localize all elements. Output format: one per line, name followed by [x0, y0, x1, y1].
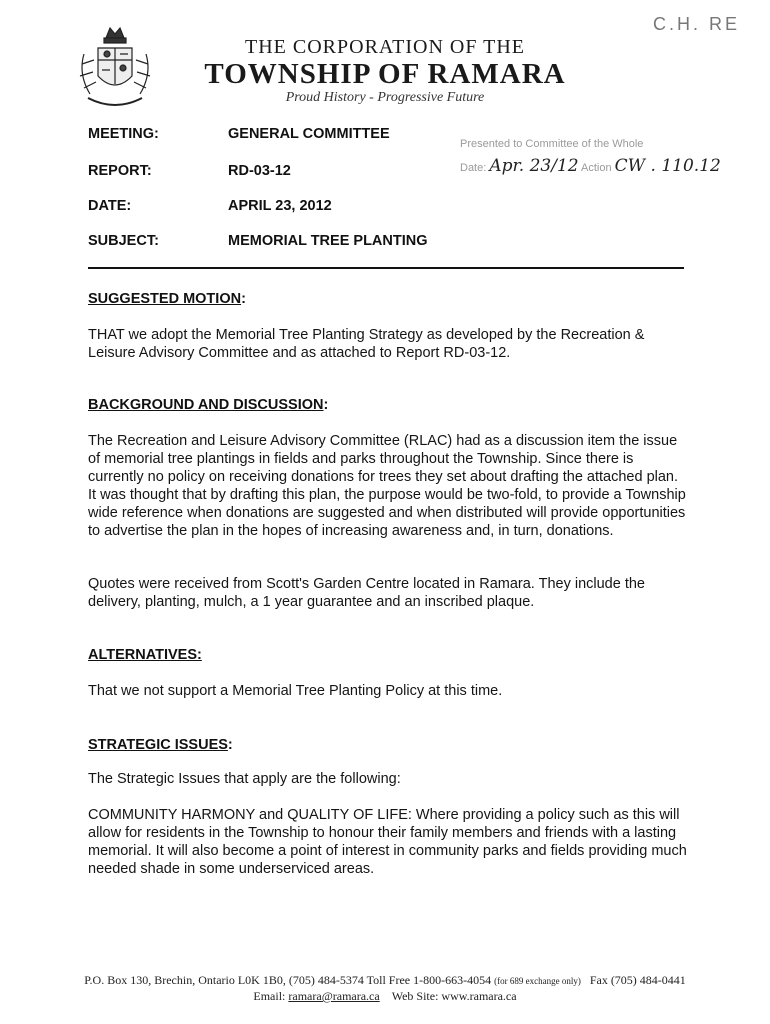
section-title-motion: SUGGESTED MOTION:	[88, 291, 246, 307]
township-tagline: Proud History - Progressive Future	[285, 90, 485, 105]
footer-address-line	[0, 973, 770, 988]
meeting-label: MEETING:	[88, 126, 159, 142]
alternatives-title-text: ALTERNATIVES:	[88, 647, 202, 663]
motion-body: THAT we adopt the Memorial Tree Planting Strategy as developed by the Recreation & Leisure Advisory Committee and as attached to Report RD-03-12.	[88, 327, 645, 361]
footer-web-label: Web Site:	[391, 989, 439, 1003]
report-value: RD-03-12	[228, 163, 291, 179]
strategic-paragraph-2: COMMUNITY HARMONY and QUALITY OF LIFE: Where providing a policy such as this will allow for residents in the Township to honour their family members and friends with a lasting memorial. It will also become a point of interest in community parks and fields providing much needed shade in some underserviced areas.	[88, 807, 687, 877]
stamp-date-handwritten: Apr. 23/12	[489, 156, 579, 176]
footer-web-link[interactable]: www.ramara.ca	[441, 989, 517, 1003]
footer-email-link[interactable]: ramara@ramara.ca	[288, 989, 380, 1003]
stamp-date-label: Date:	[460, 162, 487, 174]
strategic-title-text: STRATEGIC ISSUES	[88, 737, 228, 753]
stamp-action-handwritten: CW . 110.12	[614, 156, 721, 176]
corner-handwritten-mark: C.H. RE	[652, 14, 740, 34]
stamp-presented-text: Presented to Committee of the Whole	[460, 138, 644, 150]
motion-title-text: SUGGESTED MOTION	[88, 291, 242, 307]
date-value: APRIL 23, 2012	[228, 198, 332, 214]
report-label: REPORT:	[88, 163, 152, 179]
alternatives-body: That we not support a Memorial Tree Planting Policy at this time.	[88, 683, 503, 699]
background-paragraph-2: Quotes were received from Scott's Garden Centre located in Ramara. They include the delivery, planting, mulch, a 1 year guarantee and an inscribed plaque.	[88, 576, 645, 610]
subject-value: MEMORIAL TREE PLANTING	[228, 233, 428, 249]
background-title-text: BACKGROUND AND DISCUSSION	[88, 397, 324, 413]
section-title-strategic: STRATEGIC ISSUES:	[88, 737, 233, 753]
footer-email-label: Email:	[253, 989, 286, 1003]
footer-fax: Fax (705) 484-0441	[589, 973, 686, 987]
section-title-alternatives	[88, 647, 202, 663]
stamp-date-line	[460, 156, 721, 176]
subject-label: SUBJECT:	[88, 233, 159, 249]
township-heading: TOWNSHIP OF RAMARA	[204, 58, 566, 90]
footer-exchange-note: (for 689 exchange only)	[494, 976, 581, 986]
meeting-value: GENERAL COMMITTEE	[228, 126, 390, 142]
header-divider	[88, 267, 684, 269]
date-label: DATE:	[88, 198, 132, 214]
footer-contact-line	[0, 989, 770, 1004]
strategic-paragraph-1: The Strategic Issues that apply are the following:	[88, 771, 401, 787]
footer-address: P.O. Box 130, Brechin, Ontario L0K 1B0, (705) 484-5374 Toll Free 1-800-663-4054	[84, 973, 492, 987]
corporation-heading: THE CORPORATION OF THE	[245, 36, 525, 58]
committee-stamp	[460, 138, 760, 188]
stamp-action-label: Action	[581, 162, 612, 174]
section-title-background: BACKGROUND AND DISCUSSION:	[88, 397, 329, 413]
background-paragraph-1: The Recreation and Leisure Advisory Committee (RLAC) had as a discussion item the issue of memorial tree plantings in fields and parks throughout the Township. Since there is currently no policy on receiving donations for trees they set about drafting the attached plan. It was thought that by drafting this plan, the purpose would be two-fold, to provide a Township wide reference when donations are suggested and when distributed will provide opportunities to advertise the plan in the hopes of increasing awareness and, in turn, donations.	[88, 433, 686, 539]
